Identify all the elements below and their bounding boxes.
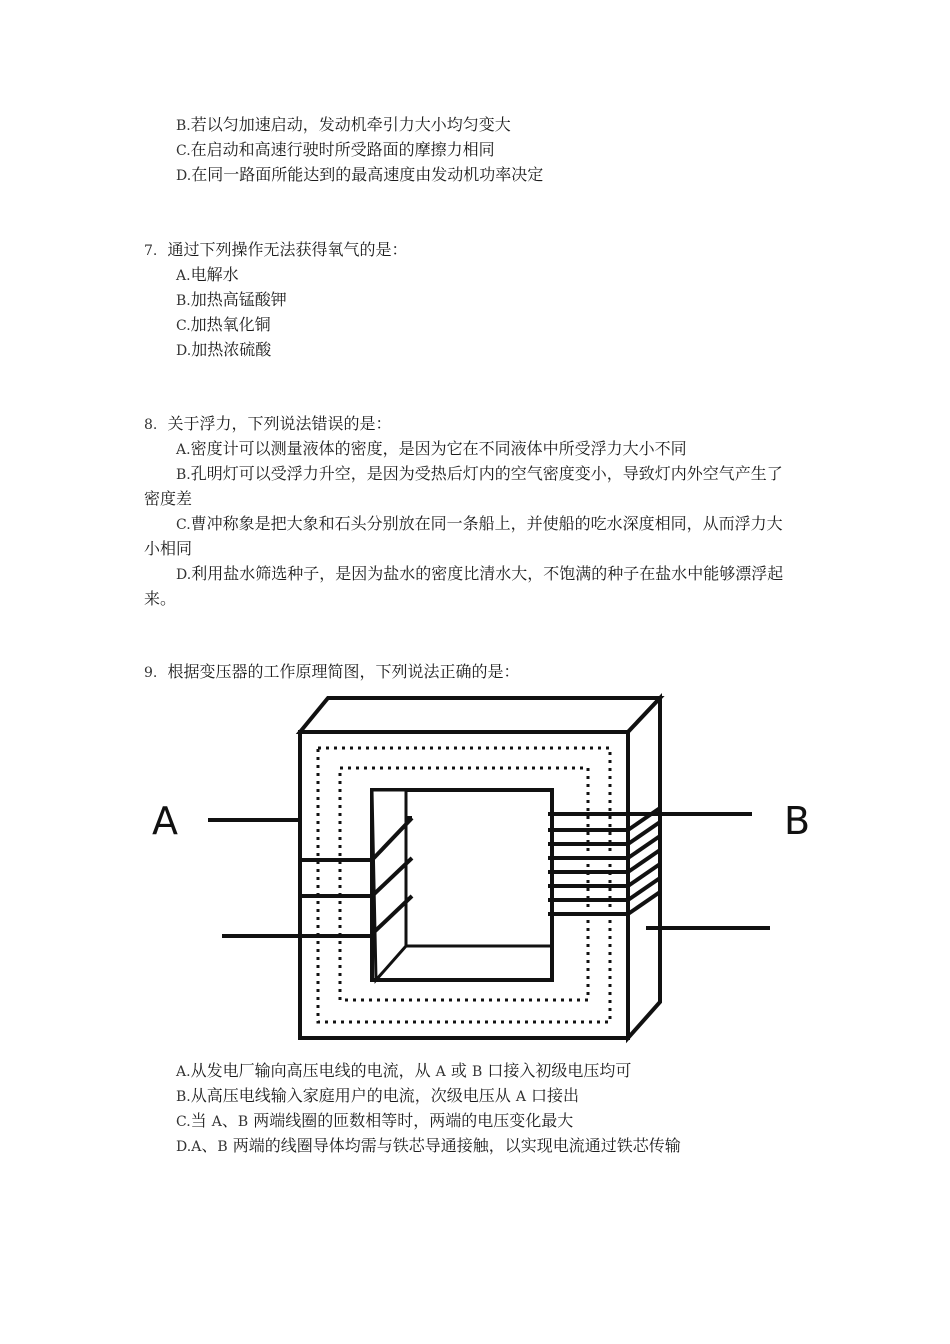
option-text: 加热氧化铜 xyxy=(190,315,271,334)
q8-option-d-continuation: 来。 xyxy=(144,589,177,608)
q8-option-c-continuation: 小相同 xyxy=(144,539,193,558)
option-text-pre: 从高压电线输入家庭用户的电流，次级电压从 xyxy=(190,1086,516,1105)
option-text-pre: 从发电厂输向高压电线的电流，从 xyxy=(190,1061,436,1080)
option-text: 电解水 xyxy=(190,265,239,284)
option-letter: D. xyxy=(176,1139,192,1155)
option-letter: C. xyxy=(176,1114,191,1130)
q8-stem xyxy=(144,412,392,437)
q7-option-d xyxy=(176,338,271,363)
port-a-ref: A xyxy=(435,1064,446,1080)
q8-option-b xyxy=(176,462,783,487)
option-text-pre: 当 xyxy=(190,1111,212,1130)
q8-option-c xyxy=(176,512,783,537)
port-b-ref: B xyxy=(217,1139,228,1155)
q9-option-a xyxy=(176,1059,631,1084)
q7-option-a xyxy=(176,263,239,288)
option-text: 密度计可以测量液体的密度，是因为它在不同液体中所受浮力大小不同 xyxy=(190,439,687,458)
option-letter: A. xyxy=(176,442,191,458)
option-text: 加热浓硫酸 xyxy=(191,340,272,359)
port-b-ref: B xyxy=(237,1114,249,1130)
option-letter: C. xyxy=(176,517,191,533)
option-text: 曹冲称象是把大象和石头分别放在同一条船上，并使船的吃水深度相同，从而浮力大 xyxy=(190,514,783,533)
q9-option-d xyxy=(176,1134,681,1159)
port-a-ref: A xyxy=(191,1139,202,1155)
q8-option-a xyxy=(176,437,687,462)
option-letter: C. xyxy=(176,318,191,334)
option-text-mid: 、 xyxy=(201,1136,218,1155)
question-text: 通过下列操作无法获得氧气的是： xyxy=(167,240,408,259)
question-number: 8. xyxy=(144,417,158,433)
option-letter: C. xyxy=(176,143,191,159)
option-text-post: 两端线圈的匝数相等时，两端的电压变化最大 xyxy=(248,1111,574,1130)
option-text: 加热高锰酸钾 xyxy=(190,290,287,309)
question-number: 7. xyxy=(144,243,158,259)
q8-option-d xyxy=(176,562,783,587)
option-letter: B. xyxy=(176,293,191,309)
q9-option-b xyxy=(176,1084,579,1109)
question-number: 9. xyxy=(144,665,158,681)
option-letter: A. xyxy=(176,1064,191,1080)
option-letter: D. xyxy=(176,343,192,359)
port-a-ref: A xyxy=(515,1089,526,1105)
q9-stem xyxy=(144,660,520,685)
port-a-ref: A xyxy=(211,1114,222,1130)
prev-option-d xyxy=(176,163,543,188)
option-text-post: 口接出 xyxy=(525,1086,580,1105)
option-letter: B. xyxy=(176,118,191,134)
q7-option-b xyxy=(176,288,287,313)
q9-option-c xyxy=(176,1109,573,1134)
window-depth xyxy=(372,790,406,980)
option-letter: D. xyxy=(176,168,192,184)
option-letter: B. xyxy=(176,1089,191,1105)
transformer-diagram xyxy=(140,690,830,1055)
q7-stem xyxy=(144,238,408,263)
diagram-label-a: A xyxy=(152,799,178,843)
q8-option-b-continuation: 密度差 xyxy=(144,489,193,508)
option-text-post: 两端的线圈导体均需与铁芯导通接触，以实现电流通过铁芯传输 xyxy=(227,1136,681,1155)
option-text: 在启动和高速行驶时所受路面的摩擦力相同 xyxy=(190,140,495,159)
diagram-label-b: B xyxy=(784,799,811,843)
core-top-face xyxy=(300,698,660,732)
prev-option-b xyxy=(176,113,511,138)
option-text: 利用盐水筛选种子，是因为盐水的密度比清水大，不饱满的种子在盐水中能够漂浮起 xyxy=(191,564,784,583)
option-text: 若以匀加速启动，发动机牵引力大小均匀变大 xyxy=(190,115,511,134)
option-text-mid: 、 xyxy=(221,1111,238,1130)
option-text-post: 口接入初级电压均可 xyxy=(482,1061,632,1080)
option-text: 孔明灯可以受浮力升空，是因为受热后灯内的空气密度变小，导致灯内外空气产生了 xyxy=(190,464,783,483)
option-text-mid: 或 xyxy=(445,1061,472,1080)
option-letter: A. xyxy=(176,268,191,284)
option-letter: B. xyxy=(176,467,191,483)
question-text: 根据变压器的工作原理简图，下列说法正确的是： xyxy=(167,662,520,681)
question-text: 关于浮力，下列说法错误的是： xyxy=(167,414,392,433)
option-letter: D. xyxy=(176,567,192,583)
q7-option-c xyxy=(176,313,271,338)
prev-option-c xyxy=(176,138,495,163)
port-b-ref: B xyxy=(471,1064,483,1080)
option-text: 在同一路面所能达到的最高速度由发动机功率决定 xyxy=(191,165,544,184)
